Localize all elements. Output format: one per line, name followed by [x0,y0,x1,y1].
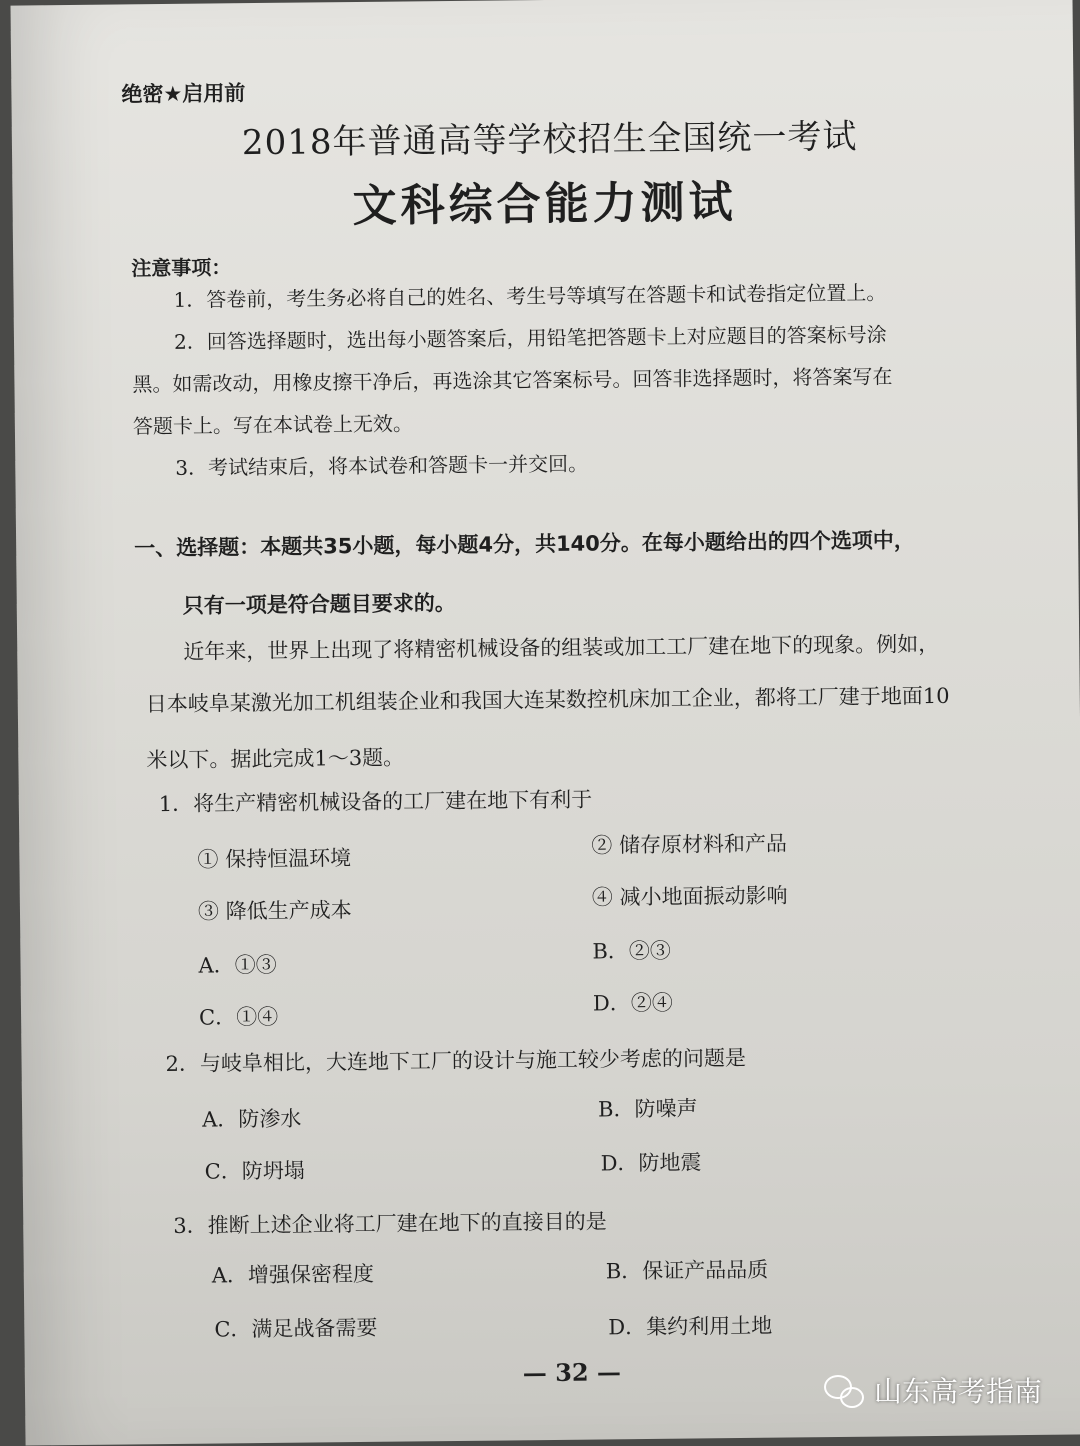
q1-statement-2: ② 储存原材料和产品 [591,831,788,858]
secret-label: 绝密★启用前 [121,81,246,107]
q1-option-b: B．②③ [592,938,671,964]
notice-item-2-line-3: 答题卡上。写在本试卷上无效。 [132,411,414,439]
notice-item-3: 3．考试结束后，将本试卷和答题卡一并交回。 [175,451,589,480]
q3-option-a: A．增强保密程度 [211,1261,375,1288]
page-number: — 32 — [522,1357,622,1388]
q2-option-c: C．防坍塌 [204,1158,305,1184]
q3-option-b: B．保证产品品质 [605,1257,769,1284]
notice-title: 注意事项： [131,255,232,281]
question-2-stem: 2．与岐阜相比，大连地下工厂的设计与施工较少考虑的问题是 [165,1045,747,1077]
notice-item-1: 1．答卷前，考生务必将自己的姓名、考生号等填写在答题卡和试卷指定位置上。 [173,280,887,312]
q1-option-d: D．②④ [592,990,673,1016]
watermark-text: 山东高考指南 [873,1375,1042,1408]
q1-statement-4: ④ 减小地面振动影响 [591,883,788,910]
notice-item-2-line-1: 2．回答选择题时，选出每小题答案后，用铅笔把答题卡上对应题目的答案标号涂 [173,322,887,354]
context-line-1: 近年来，世界上出现了将精密机械设备的组装或加工工厂建在地下的现象。例如， [183,631,940,664]
section-heading: 一、选择题：本题共35小题，每小题4分，共140分。在每小题给出的四个选项中， [134,528,915,561]
question-1-stem: 1．将生产精密机械设备的工厂建在地下有利于 [158,787,593,817]
watermark [824,1370,1042,1410]
exam-paper [10,0,1080,1446]
q2-option-d: D．防地震 [600,1150,702,1176]
exam-title: 2018年普通高等学校招生全国统一考试 [241,116,858,164]
q1-statement-1: ① 保持恒温环境 [197,846,352,872]
notice-item-2-line-2: 黑。如需改动，用橡皮擦干净后，再选涂其它答案标号。回答非选择题时，将答案写在 [132,364,893,397]
section-heading-cont: 只有一项是符合题目要求的。 [182,590,456,618]
q2-option-b: B．防噪声 [597,1096,698,1122]
question-3-stem: 3．推断上述企业将工厂建在地下的直接目的是 [173,1209,607,1238]
q3-option-c: C．满足战备需要 [214,1315,378,1342]
context-line-3: 米以下。据此完成1～3题。 [146,745,405,773]
q1-option-c: C．①④ [198,1004,279,1030]
subject-title: 文科综合能力测试 [352,177,737,233]
q1-statement-3: ③ 降低生产成本 [197,898,352,924]
context-line-2: 日本岐阜某激光加工机组装企业和我国大连某数控机床加工企业，都将工厂建于地面10 [145,683,950,717]
q3-option-d: D．集约利用土地 [608,1313,773,1340]
q2-option-a: A．防渗水 [202,1106,302,1132]
q1-option-a: A．①③ [198,952,277,978]
wechat-icon [824,1373,864,1407]
